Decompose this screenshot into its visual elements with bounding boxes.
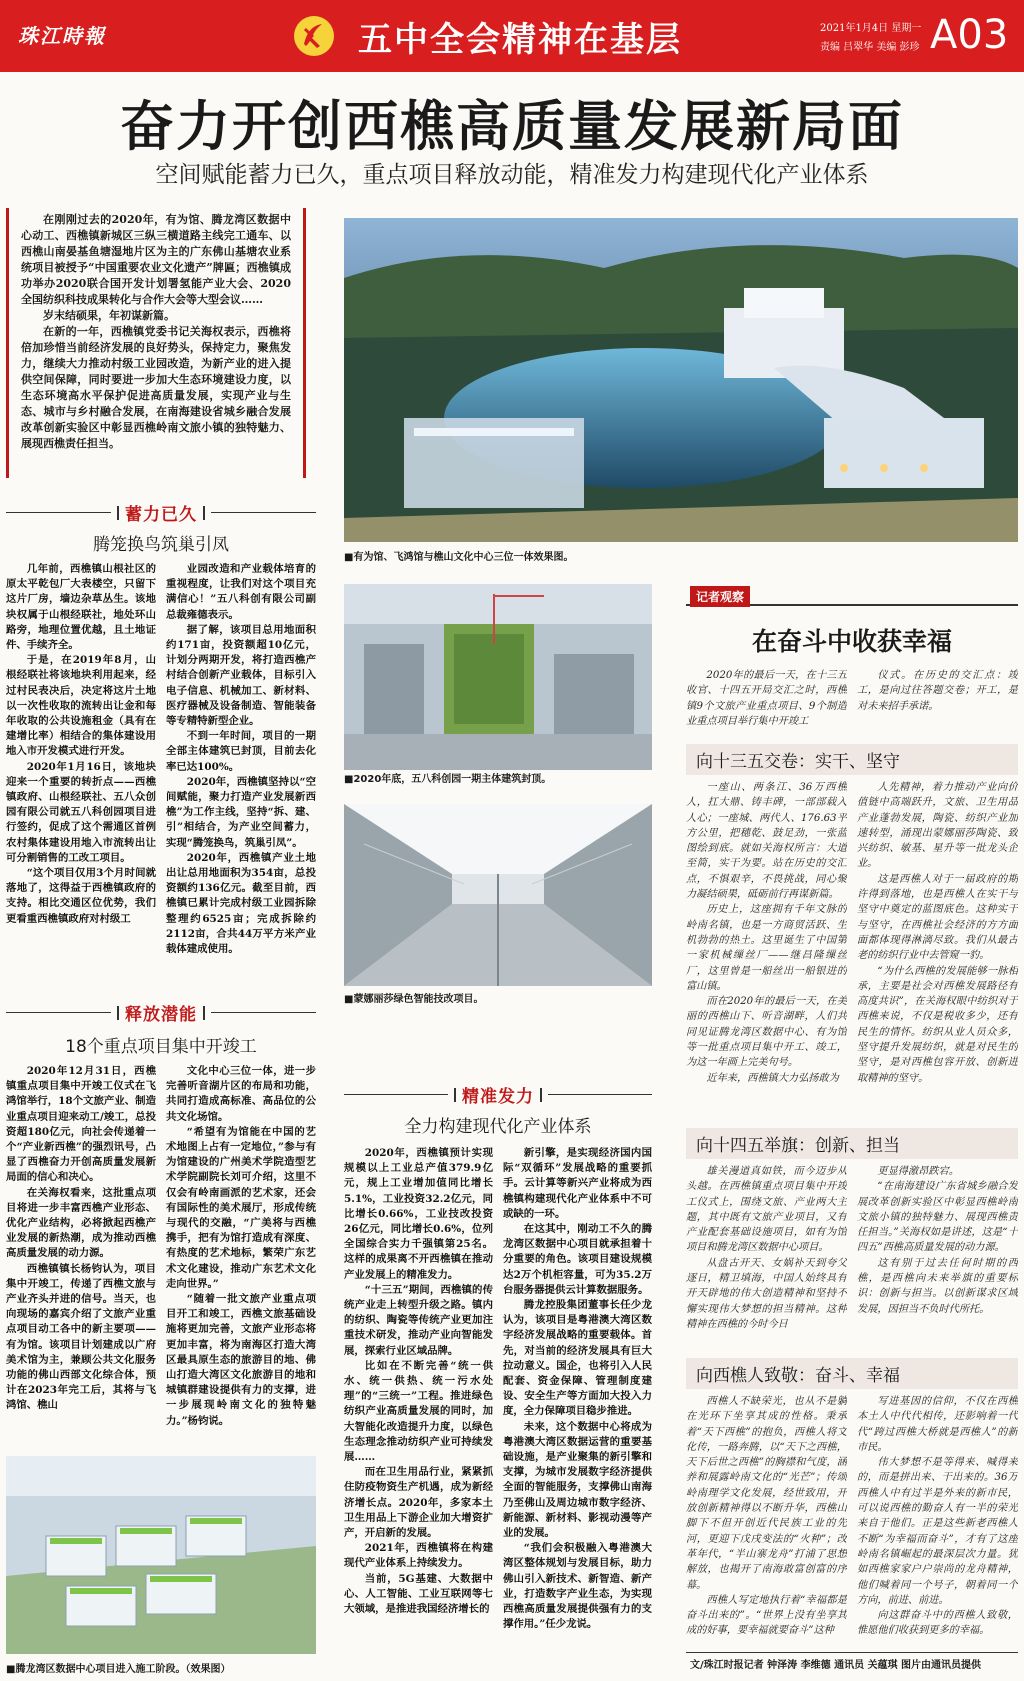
- text-column: [857, 1394, 1018, 1650]
- commentary-badge: 记者观察: [690, 586, 750, 607]
- paragraph: 业园改造和产业载体培育的重视程度，让我们对这个项目充满信心！”五八科创有限公司副总裁雍德表示。: [166, 563, 316, 621]
- paragraph: 2020年的最后一天，在十三五收官、十四五开局交汇之时，西樵镇9个文旅产业重点项目、9个制造业重点项目举行集中开竣工: [686, 670, 847, 727]
- paragraph: “在南海建设广东省城乡融合发展改革创新实验区中彰显西樵岭南文旅小镇的独特魅力、展现西樵责任担当。”关海权如是讲述，这是“十四五”西樵高质量发展的动力源。: [857, 1181, 1018, 1254]
- paragraph: “为什么西樵的发展能够一脉相承，主要是社会对西樵发展路径有高度共识”，在关海权眼中纺织对于西樵来说，不仅是税收多少，还有民生的情怀。纺织从业人员众多，坚守提升发展纺织，就是对民生的坚守，是对西樵包容开放、创新进取精神的坚守。: [857, 965, 1018, 1084]
- rule-line: [344, 1094, 448, 1095]
- paragraph: 2020年，西樵镇坚持以“空间赋能，聚力打造产业发展新西樵”为工作主线，坚持“拆、建、引”相结合，为产业空间蓄力，实现“腾笼换鸟，筑巢引凤”。: [166, 775, 316, 849]
- datacenter-photo: [6, 1456, 316, 1654]
- paragraph: 2020年1月16日，该地块迎来一个重要的转折点——西樵镇政府、山根经联社、五八众创园有限公司就五八科创园项目进行签约，促成了这个需通区首例农村集体建设用地入市流转出让可分割销售的工改工项目。: [6, 760, 156, 864]
- paragraph: 这有别于过去任何时期的西樵，是西樵向未来举旗的重要标识：创新与担当。以创新谋求区域发展，因担当不负时代所托。: [857, 1257, 1018, 1315]
- rule-line: [6, 512, 111, 513]
- text-column: [6, 1064, 156, 1444]
- paragraph: 而在2020年的最后一天，在美丽的西樵山下、听音湖畔，人们共同见证腾龙湾区数据中心、有为馆等一批重点项目集中开工、竣工，为这一年画上完美句号。: [686, 996, 847, 1069]
- paragraph: 雄关漫道真如铁，而今迈步从头越。在西樵镇重点项目集中开竣工仪式上，围绕文旅、产业两大主题，其中既有文旅产业项目，又有产业配套基础设施项目，如有为馆项目和腾龙湾区数据中心项目。: [686, 1166, 847, 1254]
- factory-photo-caption: ■2020年底，五八科创园一期主体建筑封顶。: [344, 774, 552, 785]
- main-photo-caption: ■有为馆、飞鸿馆与樵山文化中心三位一体效果图。: [344, 552, 574, 563]
- intro-paragraph: 在刚刚过去的2020年，有为馆、腾龙湾区数据中心动工、西樵镇新城区三纵三横道路主线完工通车、以西樵山南晏基鱼塘湿地片区为主的广东佛山基塘农业系统项目被授予“中国重要农业文化遗产”牌匾；西樵镇成功举办2020联合国开发计划署氢能产业大会、2020全国纺织科技成果转化与合作大会等大型会议……: [21, 213, 291, 306]
- intro-box: [6, 208, 306, 478]
- commentary-section-1: [686, 780, 1018, 1126]
- datacenter-photo-caption: ■腾龙湾区数据中心项目进入施工阶段。（效果图）: [6, 1664, 231, 1675]
- paragraph: 比如在不断完善“统一供水、统一供热、统一污水处理”的“三统一”工程。推进绿色纺织产业高质量发展的同时，加大智能化改造提升力度，以绿色生态理念推动纺织产业可持续发展……: [344, 1359, 493, 1464]
- party-emblem-icon: [292, 14, 336, 58]
- text-column: [857, 668, 1018, 730]
- text-column: [166, 562, 316, 976]
- byline: 文/珠江时报记者 钟泽涛 李维德 通讯员 关蕴琪 图片由通讯员提供: [690, 1660, 982, 1671]
- interior-photo: [344, 804, 652, 986]
- paragraph: 几年前，西樵镇山根社区的原太平乾包厂大表楼空，只留下这片厂房，墙边杂草丛生。该地块权属于山根经联社，地处环山路旁，地理位置优越，且土地证件、手续齐全。: [6, 563, 156, 652]
- main-rendering-photo: [344, 218, 1018, 542]
- section2-header: [6, 1000, 316, 1025]
- section1-label: 蓄力已久: [125, 505, 197, 525]
- rule-line: [211, 1012, 316, 1013]
- paragraph: 新引擎，是实现经济国内国际“双循环”发展战略的重要抓手。云计算等新兴产业将成为西樵镇构建现代化产业体系中不可或缺的一环。: [503, 1147, 652, 1220]
- paragraph: 未来，这个数据中心将成为粤港澳大湾区数据运营的重要基础设施，是产业聚集的新引擎和支撑，为城市发展数字经济提供全面的智能服务，支撑佛山南海乃至佛山及周边城市数字经济、新能源、新材料、影视动漫等产业的发展。: [503, 1420, 652, 1540]
- paragraph: 西樵镇镇长杨钧认为，项目集中开竣工，传递了西樵文旅与产业齐头并进的信号。当天，也向现场的嘉宾介绍了文旅产业重点项目动工各中的新主要项——有为馆。该项目计划建成以广府美术馆为主，兼顾公共文化服务功能的佛山西部文化综合体，预计在2023年完工后，其将与飞鸿馆、樵山: [6, 1262, 156, 1412]
- paragraph: 不到一年时间，项目的一期全部主体建筑已封顶，目前去化率已达100%。: [166, 730, 316, 773]
- paragraph: 而在卫生用品行业，紧紧抓住防疫物资生产机遇，成为新经济增长点。2020年，多家本土卫生用品上下游企业加大增资扩产，开启新的发展。: [344, 1466, 493, 1540]
- paper-name: 珠江時報: [18, 24, 106, 48]
- text-column: [686, 668, 847, 730]
- tick-mark: [203, 1006, 205, 1020]
- rule-line: [548, 1094, 652, 1095]
- text-column: [686, 1394, 847, 1650]
- paragraph: 西樵人不缺荣光，也从不是躺在光环下坐享其成的性格。秉承着“天下西樵”的抱负，西樵人将文化传，一路奔腾，以“天下之西樵，天下后世之西樵”的胸襟和气度，涵养和展露岭南文化的“光芒”；传颂岭南理学文化发展，经世致用，开放创新精神得以不断升华，西樵山脚下不但开创近代民族工业的先河，更迎下戊戌变法的“火种”；改革年代，“半山寨龙舟”打浦了思想解放，也揭开了南海敢富创富的序幕。: [686, 1396, 847, 1591]
- paragraph: 写进基因的信仰，不仅在西樵本土人中代代相传，还影响着一代代“跨过西樵大桥就是西樵人”的新市民。: [857, 1396, 1018, 1453]
- section3-header: [344, 1082, 652, 1107]
- paragraph: 仪式。在历史的交汇点：竣工，是向过往答题交卷；开工，是对未来招手承诺。: [857, 670, 1018, 712]
- commentary-section-3: [686, 1394, 1018, 1650]
- factory-photo: [344, 584, 652, 770]
- paragraph: 这是西樵人对于一届政府的期许得到落地，也是西樵人在实干与坚守中奠定的蓝图底色。这种实干与坚守，在西樵社会经济的方方面面都体现得淋漓尽致。我们从最古老的纺织行业中去管窥一豹。: [857, 873, 1018, 962]
- paragraph: 文化中心三位一体，进一步完善听音湖片区的布局和功能，共同打造成高标准、高品位的公共文化场馆。: [166, 1065, 316, 1123]
- section2-label: 释放潜能: [125, 1005, 197, 1025]
- headline: 奋力开创西樵高质量发展新局面: [120, 95, 904, 158]
- paragraph: 历史上，这座拥有千年文脉的岭南名镇，也是一方商贸活跃、生机勃勃的热土。这里诞生了中国第一家机械缫丝厂——继昌隆缫丝厂，这里曾是一船丝出一船银进的富山镇。: [686, 904, 847, 992]
- text-column: [857, 1164, 1018, 1346]
- intro-paragraph: 岁末结硕果，年初谋新篇。: [43, 309, 175, 322]
- tick-mark: [540, 1088, 542, 1102]
- paragraph: 伟大梦想不是等得来、喊得来的，而是拼出来、干出来的。36万西樵人中有过半是外来的新市民，可以说西樵的勤奋人有一半的荣光来自于他们。正是这些新老西樵人不断“为幸福而奋斗”，才有了这座岭南名镇崛起的最深层次力量。犹如西樵家家户户崇尚的龙舟精神，他们喊着同一个号子，朝着同一个方向，前进、前进。: [857, 1457, 1018, 1606]
- paragraph: 2021年，西樵镇将在构建现代产业体系上持续发力。: [344, 1542, 493, 1570]
- section3-label: 精准发力: [462, 1087, 534, 1107]
- rule-line: [211, 512, 316, 513]
- tick-mark: [117, 1006, 119, 1020]
- subheadline: 空间赋能蓄力已久，重点项目释放动能，精准发力构建现代化产业体系: [155, 162, 869, 188]
- text-column: [686, 1164, 847, 1346]
- text-column: [686, 780, 847, 1126]
- paragraph: “我们会积极融入粤港澳大湾区整体规划与发展目标，助力佛山引入新技术、新智造、新产业，打造数字产业生态，为实现西樵高质量发展提供强有力的支撑作用。”任少龙说。: [503, 1542, 652, 1631]
- commentary-intro: [686, 668, 1018, 730]
- intro-paragraph: 在新的一年，西樵镇党委书记关海权表示，西樵将倍加珍惜当前经济发展的良好势头，保持定力，聚焦发力，继续大力推动村级工业园改造，为新产业的进入提供空间保障，同时要进一步加大生态环境建设力度，以生态环境高水平保护促进高质量发展，实现产业与生态、城市与乡村融合发展，在南海建设省城乡融合发展改革创新实验区中彰显西樵岭南文旅小镇的独特魅力、展现西樵责任担当。: [21, 325, 291, 450]
- paragraph: 当前，5G基建、大数据中心、人工智能、工业互联网等七大领域，是推进我国经济增长的: [344, 1572, 493, 1616]
- commentary-title: 在奋斗中收获幸福: [751, 627, 952, 656]
- section1-body: [6, 562, 316, 976]
- section-title: 五中全会精神在基层: [358, 20, 682, 60]
- paragraph: 在关海权看来，这批重点项目将进一步丰富西樵产业形态、优化产业结构，必将掀起西樵产业发展的新热潮，成为推动西樵高质量发展的动力源。: [6, 1186, 156, 1260]
- commentary-head-1: 向十三五交卷：实干、坚守: [686, 744, 1018, 775]
- paragraph: “随着一批文旅产业重点项目开工和竣工，西樵文旅基础设施将更加完善，文旅产业形态将更加丰富，将为南海区打造大湾区最具原生态的旅游目的地、佛山打造大湾区文化旅游目的地和城镇群建设提供有力的支撑，进一步展现岭南文化的独特魅力。”杨钧说。: [166, 1293, 316, 1427]
- paragraph: 2020年12月31日，西樵镇重点项目集中开竣工仪式在飞鸿馆举行，18个文旅产业、制造业重点项目迎来动工/竣工，总投资超180亿元，向社会传递着一个“产业新西樵”的强烈讯号，凸显了西樵奋力开创高质量发展新局面的信心和决心。: [6, 1065, 156, 1184]
- paragraph: 在这其中，刚动工不久的腾龙湾区数据中心项目就承担着十分重要的角色。该项目建设规模达2万个机柜容量，可为35.2万台服务器提供云计算数据服务。: [503, 1223, 652, 1296]
- paragraph: 于是，在2019年8月，山根经联社将该地块利用起来，经过村民表决后，决定将这片土地以一次性收取的流转出让金和每年收取的公共设施租金（具有在建增比率）相结合的集体建设用地入市开发模式进行开发。: [6, 654, 156, 758]
- paragraph: 2020年，西樵镇产业土地出让总用地面积为354亩，总投资额约136亿元。截至目前，西樵镇已累计完成村级工业园拆除整理约6525亩；完成拆除约2112亩，合共44万平方米产业载体建成使用。: [166, 851, 316, 956]
- text-column: [6, 562, 156, 976]
- paragraph: 据了解，该项目总用地面积约171亩，投资额超10亿元，计划分两期开发，将打造西樵产村结合创新产业载体，目标引入电子信息、机械加工、新材料、医疗器械及设备制造、智能装备等专精特新型企业。: [166, 623, 316, 728]
- text-column: [857, 780, 1018, 1126]
- commentary-section-2: [686, 1164, 1018, 1346]
- paragraph: 近年来，西樵镇大力弘扬敢为: [706, 1072, 839, 1084]
- section1-header: [6, 500, 316, 525]
- paragraph: “希望有为馆能在中国的艺术地图上占有一定地位，”参与有为馆建设的广州美术学院造型艺术学院副院长刘可介绍，这里不仅会有岭南画派的艺术家，还会有国际性的美术展厅，形成传统与现代的交融，“广美将与西樵携手，把有为馆打造成有深度、有热度的艺术地标，繁荣广东艺术文化建设，推动广东艺术文化走向世界。”: [166, 1125, 316, 1290]
- commentary-head-2: 向十四五举旗：创新、担当: [686, 1128, 1018, 1159]
- rule-line: [6, 1012, 111, 1013]
- text-column: [166, 1064, 316, 1444]
- interior-photo-caption: ■蒙娜丽莎绿色智能技改项目。: [344, 994, 484, 1005]
- editors-line: 责编 吕翠华 美编 彭珍: [820, 42, 920, 53]
- byline-rule: [686, 1652, 1018, 1653]
- page-number: A03: [930, 12, 1009, 58]
- paragraph: “这个项目仅用3个月时间就落地了，这得益于西樵镇政府的支持。相比交通区位优势，我们更看重西樵镇政府对村级工: [6, 867, 156, 925]
- section3-subtitle: 全力构建现代化产业体系: [404, 1117, 592, 1137]
- commentary-head-3: 向西樵人致敬：奋斗、幸福: [686, 1358, 1018, 1389]
- paragraph: 腾龙控股集团董事长任少龙认为，该项目是粤港澳大湾区数字经济发展战略的重要载体。首先，对当前的经济发展具有巨大拉动意义。国企，也将引入人民配套、资金保障、管理制度建设、安全生产等方面加大投入力度，全力保障项目稳步推进。: [503, 1299, 652, 1418]
- section2-subtitle: 18个重点项目集中开竣工: [65, 1037, 257, 1057]
- text-column: [344, 1146, 493, 1672]
- paragraph: 西樵人写定地执行着“幸福都是奋斗出来的”。“世界上没有坐享其成的好事，要幸福就要奋斗”这种: [686, 1594, 847, 1637]
- paragraph: 从盘古开天、女娲补天到夸父逐日，精卫填海，中国人始终具有开天辟地的伟大创造精神和坚持不懈实现伟大梦想的担当精神。这种精神在西樵的今时今日: [686, 1257, 847, 1330]
- paragraph: 一座山、两条江、36万西樵人，扛大鼎、铸丰碑，一部部载入人心；一座城、两代人、176.63平方公里，把穗乾、鼓足劲，一张蓝图绘到底。就如关海权所言：大道至简，实干为要。站在历史的交汇点，不惧艰辛，不畏挑战，同心聚力凝结硕果，砥砺前行再谋新篇。: [686, 782, 847, 901]
- tick-mark: [117, 506, 119, 520]
- tick-mark: [454, 1088, 456, 1102]
- paragraph: 2020年，西樵镇预计实现规模以上工业总产值379.9亿元，规上工业增加值同比增长5.1%，工业投资32.2亿元，同比增长0.66%，工业技改投资26亿元，同比增长0.6%，位列全国综合实力千强镇第25名。这样的成果离不开西樵镇在推动产业发展上的精准发力。: [344, 1147, 493, 1281]
- paragraph: 更显得激昂跌宕。: [877, 1166, 959, 1177]
- section3-body: [344, 1146, 652, 1672]
- section2-body: [6, 1064, 316, 1444]
- text-column: [503, 1146, 652, 1672]
- section1-subtitle: 腾笼换鸟筑巢引凤: [93, 535, 229, 555]
- tick-mark: [203, 506, 205, 520]
- paragraph: 人先精神，着力推动产业向价值链中高端跃升，文旅、卫生用品产业蓬勃发展，陶瓷、纺织产业加速转型，涌现出蒙娜丽莎陶瓷、致兴纺织、敏基、星升等一批龙头企业。: [857, 782, 1018, 870]
- paragraph: “十三五”期间，西樵镇的传统产业走上转型升级之路。镇内的纺织、陶瓷等传统产业更加注重技术研发，推动产业向智能发展，探索行业区域品牌。: [344, 1283, 493, 1357]
- date-line: 2021年1月4日 星期一: [820, 23, 922, 34]
- paragraph: 向这群奋斗中的西樵人致敬，惟愿他们收获到更多的幸福。: [857, 1610, 1018, 1637]
